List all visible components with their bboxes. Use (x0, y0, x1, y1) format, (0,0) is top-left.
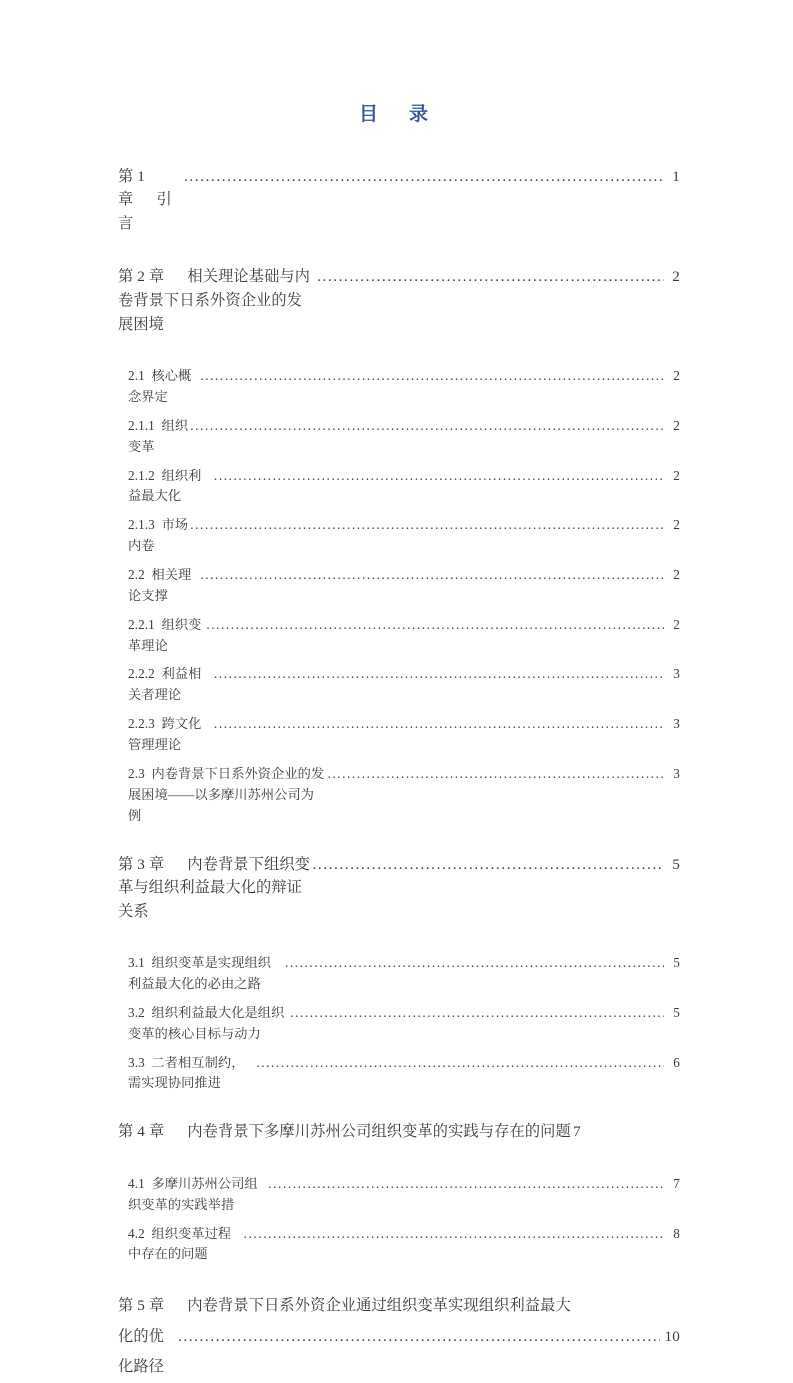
toc-section-label: 内卷背景下日系外资企业的发展困境——以多摩川苏州公司为例 (128, 765, 325, 823)
toc-section-number: 2.3 (128, 765, 145, 781)
toc-section-entry[interactable] (0, 416, 793, 458)
dot-leader (190, 416, 664, 437)
toc-page-number: 2 (673, 567, 680, 583)
toc-row (128, 764, 680, 827)
toc-page-number: 6 (673, 1054, 680, 1070)
toc-section-label: 组织变革过程中存在的问题 (128, 1225, 232, 1262)
dot-leader (214, 664, 664, 685)
toc-row (128, 565, 680, 607)
toc-section-list (0, 366, 793, 826)
toc-chapter-text (118, 165, 183, 236)
toc-chapter-text (118, 265, 316, 336)
toc-chapter-label: 内卷背景下组织变革与组织利益最大化的辩证关系 (118, 855, 311, 920)
toc-page-number: 8 (673, 1225, 680, 1241)
toc-section-text (128, 1053, 255, 1095)
toc-row (128, 515, 680, 557)
dot-leader (290, 1003, 664, 1024)
toc-row (128, 664, 680, 706)
toc-chapter-label: 内卷背景下日系外资企业通过组织变革实现组织利益最大 (187, 1297, 571, 1315)
toc-section-text (128, 565, 199, 607)
dot-leader (285, 953, 664, 974)
toc-row (128, 1003, 680, 1045)
toc-section-number: 2.2.3 (128, 716, 155, 732)
toc-row (118, 265, 680, 336)
toc-section-entry[interactable] (0, 764, 793, 827)
toc-section-number: 2.1 (128, 368, 145, 384)
toc-page-number: 3 (673, 716, 680, 732)
dot-leader (178, 1322, 660, 1352)
toc-page-number: 3 (673, 666, 680, 682)
toc-row (128, 953, 680, 995)
toc-group (0, 1120, 793, 1265)
toc-chapter-text (118, 1120, 571, 1144)
dot-leader (256, 1053, 664, 1074)
toc-page-number: 2 (673, 517, 680, 533)
toc-section-text (128, 416, 189, 458)
toc-page-number: 2 (673, 467, 680, 483)
dot-leader (327, 764, 664, 785)
toc-page-number: 2 (673, 616, 680, 632)
toc-section-text (128, 515, 189, 557)
toc-chapter-entry[interactable] (0, 265, 793, 336)
toc-row (118, 853, 680, 924)
toc-chapter-number: 第 2 章 (118, 268, 165, 286)
toc-section-number: 2.2.2 (128, 666, 155, 682)
toc-chapter-label: 内卷背景下多摩川苏州公司组织变革的实践与存在的问题 (187, 1123, 571, 1141)
page-title: 目 录 (358, 104, 434, 125)
toc-page-number: 7 (573, 1123, 581, 1141)
toc-section-text (128, 953, 284, 995)
toc-row (128, 714, 680, 756)
toc-chapter-number: 第 4 章 (118, 1123, 165, 1141)
toc-page-number: 5 (672, 855, 680, 873)
dot-leader (312, 853, 664, 877)
toc-row (128, 1053, 680, 1095)
toc-section-text (128, 1174, 267, 1216)
toc-chapter-text (118, 853, 311, 924)
toc-row (118, 165, 680, 236)
toc-chapter-label: 相关理论基础与内卷背景下日系外资企业的发展困境 (118, 268, 311, 333)
toc-section-label: 核心概念界定 (128, 368, 192, 405)
toc-section-entry[interactable] (0, 714, 793, 756)
toc-section-entry[interactable] (0, 1053, 793, 1095)
toc-chapter-line-1 (118, 1291, 680, 1321)
toc-row (118, 1120, 680, 1144)
toc-page-number: 3 (673, 765, 680, 781)
toc-section-label: 组织利益最大化是组织变革的核心目标与动力 (128, 1004, 285, 1041)
toc-section-entry[interactable] (0, 664, 793, 706)
toc-chapter-number: 第 5 章 (118, 1297, 165, 1315)
toc-section-entry[interactable] (0, 515, 793, 557)
toc-row (128, 1224, 680, 1266)
toc-section-entry[interactable] (0, 466, 793, 508)
toc-row (128, 366, 680, 408)
table-of-contents (0, 127, 793, 1383)
toc-section-number: 3.2 (128, 1004, 145, 1020)
toc-section-number: 4.1 (128, 1175, 145, 1191)
toc-section-label: 组织利益最大化 (128, 467, 202, 504)
toc-section-number: 2.1.2 (128, 467, 155, 483)
toc-group (0, 265, 793, 826)
toc-section-entry[interactable] (0, 953, 793, 995)
toc-row (128, 466, 680, 508)
toc-section-label: 组织变革理论 (128, 616, 202, 653)
toc-page-number: 2 (672, 268, 680, 286)
toc-page-number: 7 (673, 1175, 680, 1191)
dot-leader (244, 1224, 664, 1245)
toc-page-number: 1 (672, 167, 680, 185)
toc-chapter-entry[interactable] (0, 1120, 793, 1144)
toc-page-number: 2 (673, 368, 680, 384)
toc-section-entry[interactable] (0, 1003, 793, 1045)
toc-chapter-number: 第 3 章 (118, 855, 165, 873)
toc-chapter-label-continued: 化的优化路径 (118, 1327, 165, 1376)
toc-section-text (128, 615, 205, 657)
toc-section-entry[interactable] (0, 1174, 793, 1216)
toc-section-entry[interactable] (0, 565, 793, 607)
toc-section-number: 4.2 (128, 1225, 145, 1241)
toc-section-label: 市场内卷 (128, 517, 189, 554)
toc-chapter-line-2 (118, 1322, 680, 1383)
toc-section-number: 2.2.1 (128, 616, 155, 632)
toc-section-label: 相关理论支撑 (128, 567, 192, 603)
toc-page-number: 5 (673, 1004, 680, 1020)
toc-row (128, 615, 680, 657)
toc-section-text (128, 1003, 289, 1045)
toc-section-entry[interactable] (0, 615, 793, 657)
toc-group (0, 1291, 793, 1382)
dot-leader (214, 466, 664, 487)
toc-page-number: 5 (673, 955, 680, 971)
toc-section-text (128, 1224, 243, 1266)
toc-row (128, 1174, 680, 1216)
toc-chapter-entry[interactable] (0, 1291, 793, 1382)
dot-leader (214, 714, 664, 735)
toc-section-entry[interactable] (0, 366, 793, 408)
dot-leader (184, 165, 664, 189)
toc-section-text (128, 664, 213, 706)
toc-section-number: 2.1.3 (128, 517, 155, 533)
toc-group (0, 853, 793, 1095)
toc-chapter-entry[interactable] (0, 853, 793, 924)
toc-page-number: 2 (673, 417, 680, 433)
dot-leader (200, 366, 664, 387)
dot-leader (317, 265, 664, 289)
toc-section-number: 2.1.1 (128, 417, 155, 433)
toc-section-number: 2.2 (128, 567, 145, 583)
toc-section-entry[interactable] (0, 1224, 793, 1266)
toc-section-text (128, 466, 213, 508)
dot-leader (200, 565, 664, 586)
dot-leader (206, 615, 664, 636)
toc-section-label: 利益相关者理论 (128, 666, 202, 703)
toc-chapter-label: 引言 (118, 191, 172, 232)
toc-section-list (0, 953, 793, 1094)
dot-leader (268, 1174, 664, 1195)
toc-section-number: 3.3 (128, 1054, 145, 1070)
toc-page-number: 10 (664, 1327, 680, 1345)
toc-row (128, 416, 680, 458)
toc-section-label: 跨文化管理理论 (128, 716, 202, 753)
toc-section-label: 二者相互制约，需实现协同推进 (128, 1054, 245, 1091)
toc-section-text (128, 764, 326, 827)
dot-leader (190, 515, 664, 536)
toc-section-text (128, 714, 213, 756)
toc-section-label: 多摩川苏州公司组织变革的实践举措 (128, 1175, 258, 1212)
toc-section-label: 组织变革 (128, 417, 189, 454)
toc-chapter-entry[interactable] (0, 165, 793, 236)
toc-group (0, 165, 793, 236)
toc-section-list (0, 1174, 793, 1265)
toc-section-label: 组织变革是实现组织利益最大化的必由之路 (128, 955, 272, 992)
toc-chapter-number: 第 1 章 (118, 167, 146, 209)
toc-section-text (128, 366, 199, 408)
toc-section-number: 3.1 (128, 955, 145, 971)
